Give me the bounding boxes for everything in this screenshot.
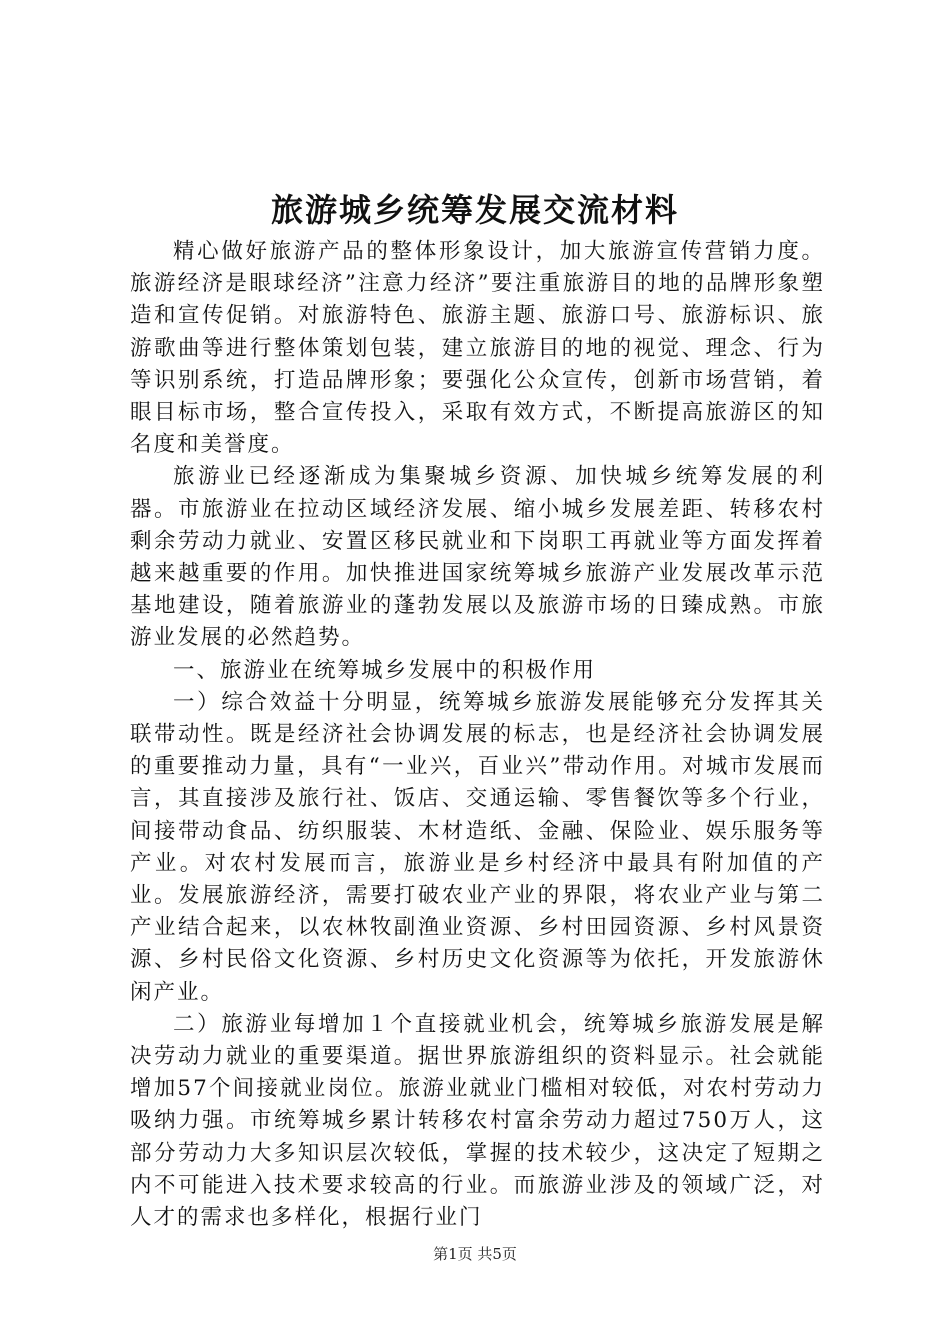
document-title: 旅游城乡统筹发展交流材料 [270,191,679,229]
section-heading-1: 一、旅游业在统筹城乡发展中的积极作用 [173,657,597,683]
page-footer: 第1页 共5页 [433,1245,517,1263]
document-body [130,236,825,1234]
paragraph-economic-benefit: 一）综合效益十分明显，统筹城乡旅游发展能够充分发挥其关联带动性。既是经济社会协调发展的标志，也是经济社会协调发展的重要推动力量，具有“一业兴，百业兴”带动作用。对城市发展而言，其直接涉及旅行社、饭店、交通运输、零售餐饮等多个行业，间接带动食品、纺织服装、木材造纸、金融、保险业、娱乐服务等产业。对农村发展而言，旅游业是乡村经济中最具有附加值的产业。发展旅游经济，需要打破农业产业的界限，将农业产业与第二产业结合起来，以农林牧副渔业资源、乡村田园资源、乡村风景资源、乡村民俗文化资源、乡村历史文化资源等为依托，开发旅游休闲产业。 [130,689,825,1005]
paragraph-branding: 精心做好旅游产品的整体形象设计，加大旅游宣传营销力度。旅游经济是眼球经济”注意力经济”要注重旅游目的地的品牌形象塑造和宣传促销。对旅游特色、旅游主题、旅游口号、旅游标识、旅游歌曲等进行整体策划包装，建立旅游目的地的视觉、理念、行为等识别系统，打造品牌形象；要强化公众宣传，创新市场营销，着眼目标市场，整合宣传投入，采取有效方式，不断提高旅游区的知名度和美誉度。 [130,239,825,458]
paragraph-employment: 二）旅游业每增加１个直接就业机会，统筹城乡旅游发展是解决劳动力就业的重要渠道。据世界旅游组织的资料显示。社会就能增加57个间接就业岗位。旅游业就业门槛相对较低，对农村劳动力吸纳力强。市统筹城乡累计转移农村富余劳动力超过750万人，这部分劳动力大多知识层次较低，掌握的技术较少，这决定了短期之内不可能进入技术要求较高的行业。而旅游业涉及的领域广泛，对人才的需求也多样化，根据行业门 [130,1011,825,1231]
paragraph-tourism-role: 旅游业已经逐渐成为集聚城乡资源、加快城乡统筹发展的利器。市旅游业在拉动区域经济发展、缩小城乡发展差距、转移农村剩余劳动力就业、安置区移民就业和下岗职工再就业等方面发挥着越来越重要的作用。加快推进国家统筹城乡旅游产业发展改革示范基地建设，随着旅游业的蓬勃发展以及旅游市场的日臻成熟。市旅游业发展的必然趋势。 [130,464,825,651]
